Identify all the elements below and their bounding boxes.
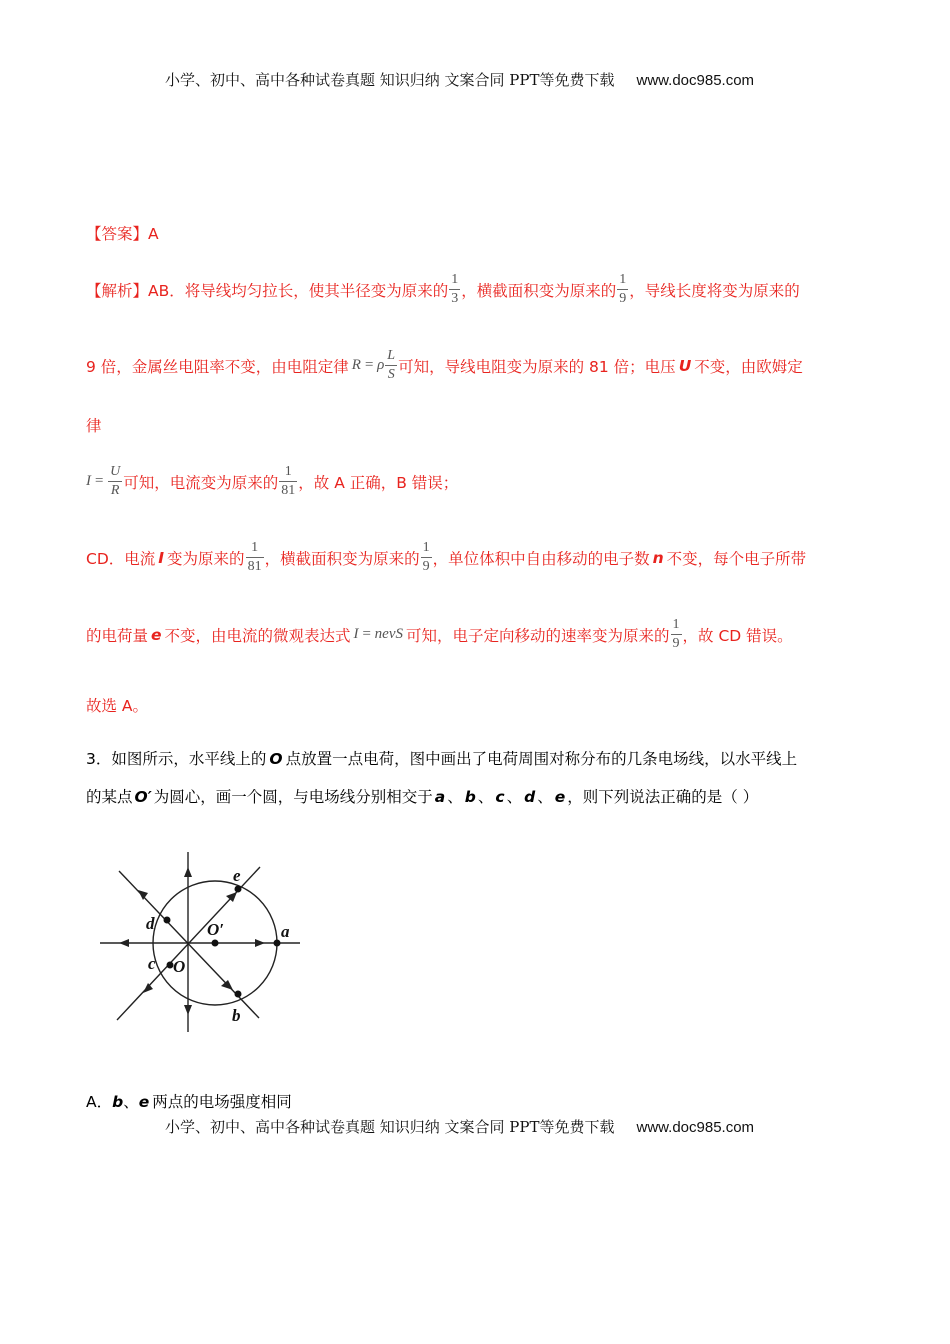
analysis-line-4	[86, 464, 458, 499]
label-c: c	[148, 954, 156, 973]
point-e: e	[554, 788, 566, 806]
analysis-text: 的电荷量	[86, 626, 149, 645]
analysis-text: ，横截面积变为原来的	[264, 549, 420, 568]
fraction-U-over-R: $\frac{U}{R}$	[110, 464, 121, 498]
formula-microscopic-current: I = nevS	[353, 626, 403, 642]
analysis-text: 可知，电流变为原来的	[123, 473, 279, 492]
point-d: d	[524, 788, 536, 806]
label-b: b	[232, 1006, 241, 1025]
header-url[interactable]: www.doc985.com	[636, 72, 755, 89]
analysis-text: ，单位体积中自由移动的电子数	[432, 549, 650, 568]
fraction-one-ninth: $\frac{1}{9}$	[672, 617, 680, 651]
fraction-one-81: $\frac{1}{81}$	[247, 540, 262, 574]
arrow-lower-right	[221, 980, 233, 990]
option-a-label: A．	[86, 1093, 113, 1111]
analysis-text: ，导线长度将变为原来的	[629, 281, 800, 300]
label-e: e	[233, 866, 241, 885]
point-b-dot	[235, 991, 242, 998]
analysis-text: ，故 A 正确，B 错误；	[298, 473, 459, 492]
option-a[interactable]	[86, 1090, 292, 1112]
question-text: 为圆心，画一个圆，与电场线分别相交于	[153, 788, 433, 806]
arrow-up	[184, 867, 192, 877]
point-b: b	[112, 1093, 124, 1111]
question-text: 的某点	[86, 788, 133, 806]
header-text: 小学、初中、高中各种试卷真题 知识归纳 文案合同 PPT等免费下载	[165, 71, 615, 89]
arrow-upper-left	[138, 890, 148, 900]
point-c: c	[495, 788, 505, 806]
point-a: a	[434, 788, 446, 806]
formula-ohm: I =	[86, 473, 105, 489]
answer-line: 【答案】A	[86, 225, 159, 243]
analysis-text: 可知，导线电阻变为原来的 81 倍；电压	[398, 357, 676, 376]
analysis-line-5	[86, 540, 806, 575]
label-d: d	[146, 914, 155, 933]
symbol-O-prime: O′	[134, 788, 152, 806]
point-e: e	[138, 1093, 150, 1111]
analysis-conclusion: 故选 A。	[86, 697, 149, 715]
question-text: 3．如图所示，水平线上的	[86, 750, 267, 768]
symbol-O: O	[269, 750, 283, 768]
analysis-text: CD．电流	[86, 549, 156, 568]
footer-text: 小学、初中、高中各种试卷真题 知识归纳 文案合同 PPT等免费下载	[165, 1118, 615, 1136]
electric-field-diagram	[95, 845, 310, 1040]
analysis-text: ，故 CD 错误。	[682, 626, 793, 645]
fraction-one-third: $\frac{1}{3}$	[451, 272, 459, 306]
symbol-n: n	[652, 548, 664, 567]
analysis-text: ，横截面积变为原来的	[461, 281, 617, 300]
analysis-line-1	[86, 272, 800, 307]
separator: 、	[447, 788, 463, 806]
arrow-down	[184, 1005, 192, 1015]
question-line-1	[86, 747, 797, 769]
analysis-text: 不变，由欧姆定	[694, 357, 803, 376]
symbol-I: I	[158, 548, 165, 567]
separator: 、	[477, 788, 494, 806]
fraction-L-over-S: $\frac{L}{S}$	[387, 348, 396, 382]
point-b: b	[464, 788, 476, 806]
analysis-text: 不变，由电流的微观表达式	[164, 626, 351, 645]
page-footer	[165, 1116, 754, 1137]
analysis-text: 不变，每个电子所带	[666, 549, 807, 568]
point-d-dot	[164, 917, 171, 924]
arrow-left	[119, 939, 129, 947]
footer-url[interactable]: www.doc985.com	[636, 1119, 755, 1136]
label-O: O	[173, 957, 186, 976]
question-text: 点放置一点电荷，图中画出了电荷周围对称分布的几条电场线，以水平线上	[285, 750, 798, 768]
symbol-e: e	[151, 625, 162, 644]
formula-resistance: R = ρ	[351, 357, 385, 373]
arrow-lower-left	[143, 983, 153, 993]
label-O-prime: O′	[207, 920, 225, 939]
question-text: ，则下列说法正确的是（ ）	[567, 788, 759, 806]
fraction-one-ninth: $\frac{1}{9}$	[619, 272, 627, 306]
separator: 、	[506, 788, 523, 806]
separator: 、	[537, 788, 553, 806]
arrow-right	[255, 939, 265, 947]
analysis-label: 【解析】	[86, 281, 149, 300]
option-a-text: 两点的电场强度相同	[152, 1093, 292, 1111]
page-header	[165, 69, 754, 90]
analysis-line-3: 律	[86, 417, 102, 435]
fraction-one-81: $\frac{1}{81}$	[281, 464, 296, 498]
point-e-dot	[235, 886, 242, 893]
analysis-text: 变为原来的	[167, 549, 245, 568]
point-a-dot	[274, 940, 281, 947]
symbol-U: U	[678, 356, 692, 375]
question-line-2	[86, 785, 758, 807]
analysis-line-2	[86, 348, 803, 383]
analysis-line-6	[86, 617, 793, 652]
label-a: a	[281, 922, 290, 941]
arrow-upper-right	[226, 892, 237, 902]
point-O-prime-dot	[212, 940, 219, 947]
analysis-text: 可知，电子定向移动的速率变为原来的	[406, 626, 670, 645]
analysis-text: AB．将导线均匀拉长，使其半径变为原来的	[148, 281, 449, 300]
separator: 、	[123, 1093, 139, 1111]
fraction-one-ninth: $\frac{1}{9}$	[422, 540, 430, 574]
analysis-text: 9 倍，金属丝电阻率不变，由电阻定律	[86, 357, 349, 376]
